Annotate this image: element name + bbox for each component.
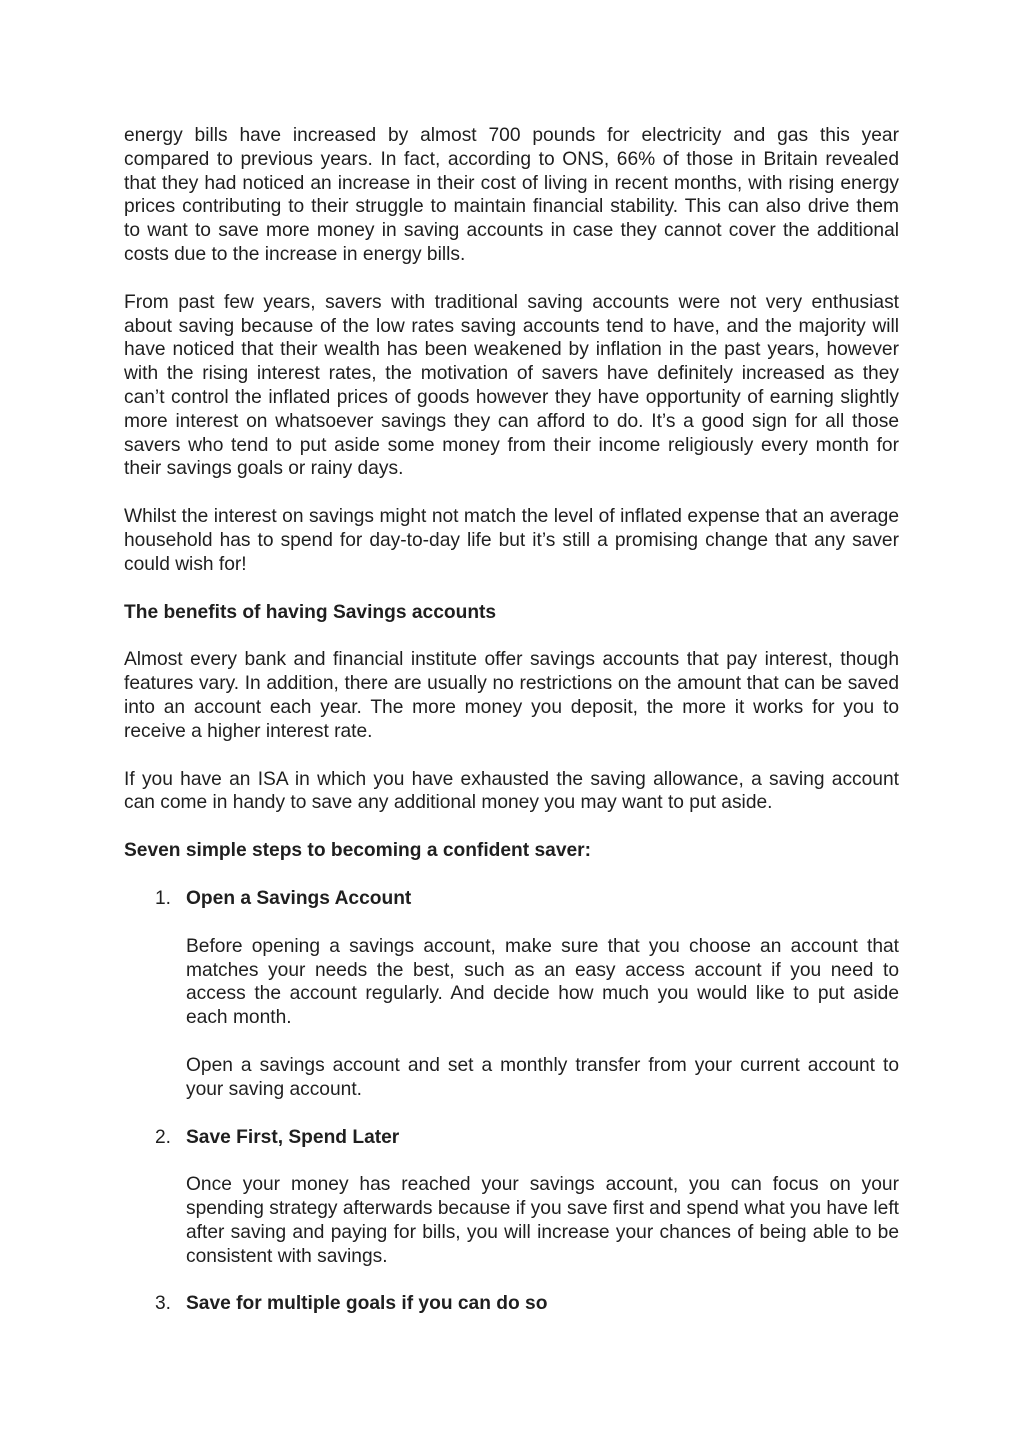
body-paragraph: From past few years, savers with traditional saving accounts were not very enthusiast about saving because of the low rates saving accounts tend to have, and the majority will have noticed that their wealth has been weakened by inflation in the past years, however with the rising interest rates, the motivation of savers have definitely increased as they can’t control the inflated prices of goods however they have opportunity of earning slightly more interest on whatsoever savings they can afford to do. It’s a good sign for all those savers who tend to put aside some money from their income religiously every month for their savings goals or rainy days. — [124, 291, 899, 480]
step-paragraph: Before opening a savings account, make sure that you choose an account that matches your needs the best, such as an easy access account if you need to access the account regularly. And decide how much you would like to put aside each month. — [186, 935, 899, 1029]
body-paragraph: Whilst the interest on savings might not match the level of inflated expense that an average household has to spend for day-to-day life but it’s still a promising change that any saver could wish for! — [124, 506, 899, 575]
step-item — [124, 1126, 899, 1269]
step-item — [124, 887, 899, 1102]
section-heading-steps: Seven simple steps to becoming a confident saver: — [124, 840, 592, 862]
steps-list — [124, 887, 899, 1316]
body-paragraph: Almost every bank and financial institute offer savings accounts that pay interest, though features vary. In addition, there are usually no restrictions on the amount that can be saved into an account each year. The more money you deposit, the more it works for you to receive a higher interest rate. — [124, 649, 899, 742]
document-page — [124, 124, 899, 1340]
step-title: Save for multiple goals if you can do so — [186, 1293, 548, 1315]
step-paragraph: Once your money has reached your savings account, you can focus on your spending strategy afterwards because if you save first and spend what you have left after saving and paying for bills, you will increase your chances of being able to be consistent with savings. — [186, 1174, 899, 1267]
step-number: 2. — [155, 1126, 172, 1148]
step-number: 3. — [155, 1293, 172, 1315]
step-number: 1. — [155, 887, 172, 909]
body-paragraph: If you have an ISA in which you have exhausted the saving allowance, a saving account can come in handy to save any additional money you may want to put aside. — [124, 768, 899, 814]
step-title: Open a Savings Account — [186, 887, 412, 909]
step-title: Save First, Spend Later — [186, 1126, 400, 1148]
body-paragraph: energy bills have increased by almost 700 pounds for electricity and gas this year compared to previous years. In fact, according to ONS, 66% of those in Britain revealed that they had noticed an increase in their cost of living in recent months, with rising energy prices contributing to their struggle to maintain financial stability. This can also drive them to want to save more money in saving accounts in case they cannot cover the additional costs due to the increase in energy bills. — [124, 125, 899, 265]
step-item — [124, 1292, 899, 1316]
step-paragraph: Open a savings account and set a monthly transfer from your current account to your saving account. — [186, 1054, 899, 1100]
section-heading-benefits: The benefits of having Savings accounts — [124, 601, 497, 623]
